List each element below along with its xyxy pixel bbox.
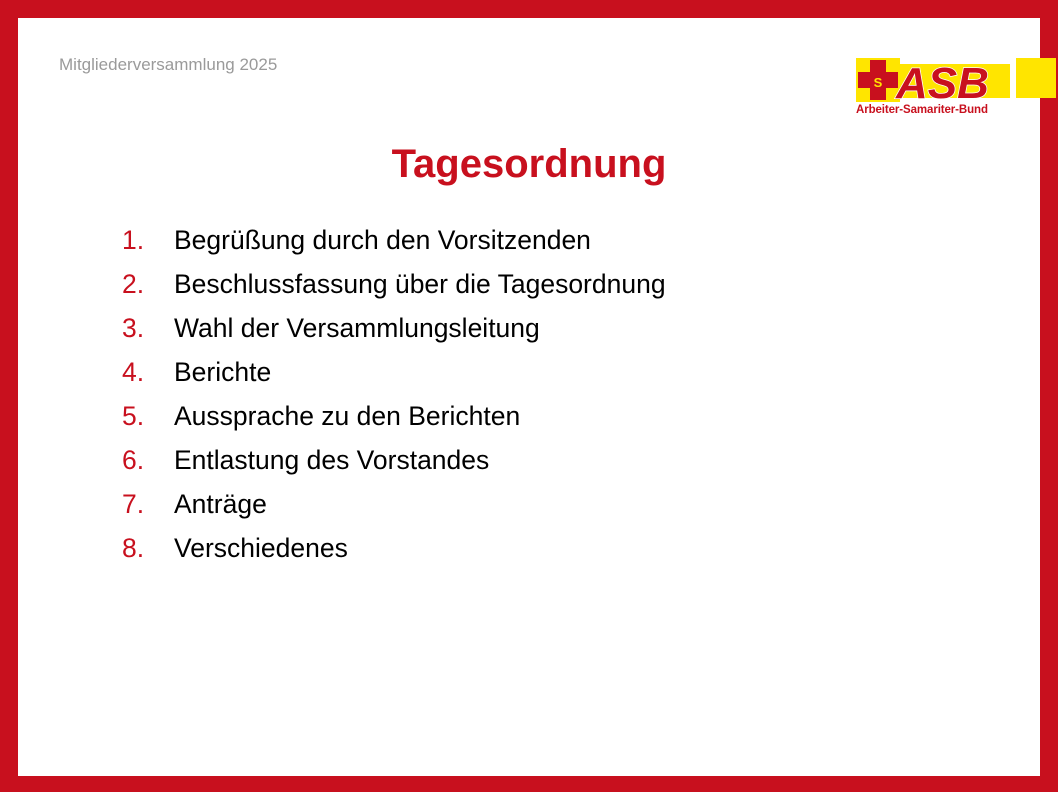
agenda-text: Berichte (174, 356, 272, 387)
logo-letters: ASB (896, 59, 989, 108)
agenda-item (122, 394, 666, 438)
agenda-number: 6. (122, 444, 145, 475)
agenda-text: Aussprache zu den Berichten (174, 400, 521, 431)
agenda-number: 7. (122, 488, 145, 519)
agenda-text: Entlastung des Vorstandes (174, 444, 490, 475)
logo-cross-letter: S (873, 75, 883, 90)
agenda-number: 8. (122, 532, 145, 563)
slide-title: Tagesordnung (391, 142, 667, 186)
agenda-text: Verschiedenes (174, 532, 348, 563)
agenda-number: 2. (122, 268, 145, 299)
logo-tagline: Arbeiter-Samariter-Bund (856, 104, 988, 116)
agenda-item (122, 262, 666, 306)
agenda-item (122, 350, 666, 394)
agenda-text: Begrüßung durch den Vorsitzenden (174, 224, 591, 255)
agenda-item (122, 526, 666, 570)
logo-yellow-block (1016, 58, 1056, 98)
slide (18, 18, 1040, 776)
agenda-text: Anträge (174, 488, 267, 519)
agenda-number: 3. (122, 312, 145, 343)
slide-header: Mitgliederversammlung 2025 (59, 55, 278, 74)
agenda-text: Wahl der Versammlungsleitung (174, 312, 540, 343)
agenda-list (122, 218, 666, 570)
agenda-item (122, 306, 666, 350)
agenda-item (122, 482, 666, 526)
agenda-number: 4. (122, 356, 145, 387)
agenda-number: 1. (122, 224, 145, 255)
agenda-text: Beschlussfassung über die Tagesordnung (174, 268, 666, 299)
agenda-item (122, 438, 666, 482)
agenda-item (122, 218, 666, 262)
agenda-number: 5. (122, 400, 145, 431)
